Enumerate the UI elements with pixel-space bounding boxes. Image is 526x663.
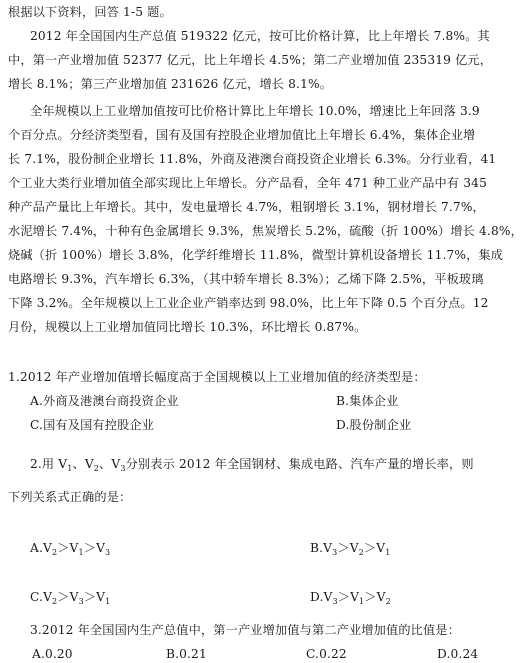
option-b[interactable]: B.集体企业	[336, 394, 399, 408]
passage-line: 中，第一产业增加值 52377 亿元，比上年增长 4.5%；第二产业增加值 235319 亿元，	[8, 53, 493, 67]
passage-line: 水泥增长 7.4%，十种有色金属增长 9.3%，焦炭增长 5.2%，硫酸（折 100%）增长 4.8%，	[8, 224, 523, 238]
passage-line: 长 7.1%，股份制企业增长 11.8%，外商及港澳台商投资企业增长 6.3%。分行业看，41	[8, 152, 497, 166]
option-b[interactable]: B.0.21	[166, 647, 207, 661]
passage-line: 个百分点。分经济类型看，国有及国有控股企业增加值比上年增长 6.4%，集体企业增	[8, 128, 476, 142]
option-b[interactable]: $B.V_3>V_2>V_1$	[310, 541, 391, 557]
option-a[interactable]: A.0.20	[32, 647, 73, 661]
option-a[interactable]: $A.V_2>V_1>V_3$	[30, 541, 111, 557]
question-stem: 3.2012 年全国国内生产总值中，第一产业增加值与第二产业增加值的比值是：	[30, 623, 461, 637]
option-d[interactable]: $D.V_3>V_1>V_2$	[310, 590, 391, 606]
option-a[interactable]: A.外商及港澳台商投资企业	[30, 394, 179, 408]
question-stem: 1.2012 年产业增加值增长幅度高于全国规模以上工业增加值的经济类型是：	[8, 370, 426, 384]
passage-line: 月份，规模以上工业增加值同比增长 10.3%，环比增长 0.87%。	[8, 320, 367, 334]
passage-line: 个工业大类行业增加值全部实现比上年增长。分产品看，全年 471 种工业产品中有 345	[8, 176, 487, 190]
passage-line: 烧碱（折 100%）增长 3.8%，化学纤维增长 11.8%，微型计算机设备增长 11.7%，集成	[8, 248, 504, 262]
option-d[interactable]: D.股份制企业	[336, 418, 412, 432]
option-d[interactable]: D.0.24	[437, 647, 479, 661]
option-c[interactable]: C.0.22	[306, 647, 347, 661]
question-stem: 2.用 $V_1$、$V_2$、$V_3$分别表示 2012 年全国钢材、集成电路、汽车产量的增长率，则	[30, 457, 474, 473]
question-stem: 下列关系式正确的是：	[8, 490, 132, 504]
passage-line: 2012 年全国国内生产总值 519322 亿元，按可比价格计算，比上年增长 7.8%。其	[30, 29, 490, 43]
intro-text: 根据以下资料，回答 1-5 题。	[8, 5, 172, 19]
passage-line: 下降 3.2%。全年规模以上工业企业产销率达到 98.0%，比上年下降 0.5 个百分点。12	[8, 296, 489, 310]
option-c[interactable]: C.国有及国有控股企业	[30, 418, 155, 432]
passage-line: 全年规模以上工业增加值按可比价格计算比上年增长 10.0%，增速比上年回落 3.9	[30, 104, 480, 118]
passage-line: 增长 8.1%；第三产业增加值 231626 亿元，增长 8.1%。	[8, 77, 333, 91]
passage-line: 电路增长 9.3%，汽车增长 6.3%，（其中轿车增长 8.3%）；乙烯下降 2.5%，平板玻璃	[8, 272, 484, 286]
option-c[interactable]: $C.V_2>V_3>V_1$	[30, 590, 111, 606]
passage-line: 种产品产量比上年增长。其中，发电量增长 4.7%，粗钢增长 3.1%，钢材增长 7.7%，	[8, 200, 485, 214]
